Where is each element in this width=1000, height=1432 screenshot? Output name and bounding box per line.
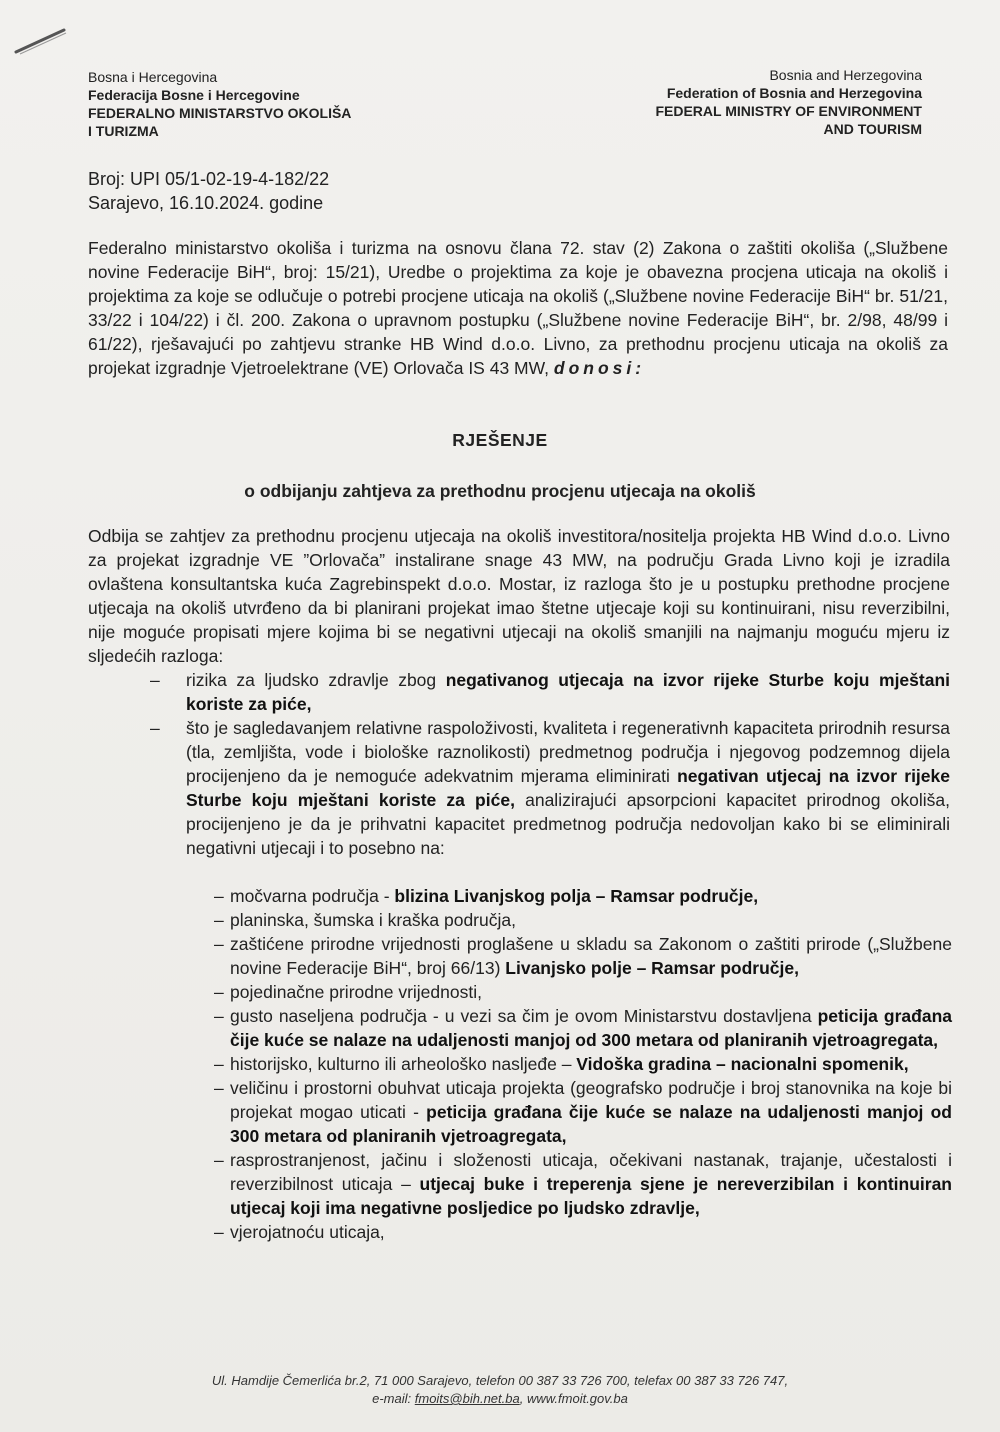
list-dash: –: [150, 670, 160, 690]
sub-reasons-list: [214, 884, 952, 1244]
sub-reason-bold-text: utjecaj buke i treperenja sjene je nereverzibilan i kontinuiran utjecaj koji ima negativne posljedice po ljudsko zdravlje,: [230, 1174, 952, 1218]
sub-reason-item: [214, 1220, 952, 1244]
sub-reason-item: [214, 932, 952, 980]
reason-bold-text: negativanog utjecaja na izvor rijeke Sturbe koju mještani koriste za piće,: [186, 670, 951, 714]
footer-website[interactable]: , www.fmoit.gov.ba: [519, 1391, 628, 1406]
sub-reason-item: [214, 884, 952, 908]
header-left-ministry-line2: I TURIZMA: [88, 123, 159, 139]
sub-reason-item: [214, 908, 952, 932]
decision-body: Odbija se zahtjev za prethodnu procjenu utjecaja na okoliš investitora/nositelja projekta HB Wind d.o.o. Livno za projekat izgradnje VE ”Orlovača” instalirane snage 43 MW, na području Grada Livno koji je izradila ovlaštena konsultantska kuća Zagrebinspekt d.o.o. Mostar, iz razloga što je u postupku prethodne procjene utjecaja na okoliš utvrđeno da bi planirani projekat imao štetne utjecaje koji su kontinuirani, nisu reverzibilni, nije moguće propisati mjere kojima bi se negativni utjecaji na okoliš smanjili na najmanju moguću mjeru iz sljedećih razloga:: [88, 526, 950, 666]
sub-reason-item: [214, 1148, 952, 1220]
sub-reason-bold-text: blizina Livanjskog polja – Ramsar područje,: [394, 886, 759, 906]
list-dash: –: [214, 1006, 224, 1026]
header-right-ministry-line2: AND TOURISM: [823, 121, 922, 137]
list-dash: –: [214, 1222, 224, 1242]
sub-reason-item: [214, 1052, 952, 1076]
reason-bold-text: negativan utjecaj na izvor rijeke Sturbe koju mještani koriste za piće,: [186, 766, 950, 810]
reason-item: [150, 716, 950, 860]
reason-text: što je sagledavanjem relativne raspoloživosti, kvaliteta i regenerativnh kapaciteta prirodnih resursa (tla, zemljišta, vode i biološke raznolikosti) predmetnog područja i njegovog podzemnog dijela procijenjeno da je nemoguće adekvatnim mjerama eliminirati: [186, 718, 950, 786]
sub-reason-text: historijsko, kulturno ili arheološko nasljeđe –: [230, 1054, 577, 1074]
header-left-ministry-line1: FEDERALNO MINISTARSTVO OKOLIŠA: [88, 105, 352, 121]
footer: [0, 1372, 1000, 1408]
donosi-keyword: donosi:: [553, 358, 646, 378]
reference-block: [88, 167, 329, 215]
header-left-country: Bosna i Hercegovina: [88, 69, 218, 85]
intro-text: Federalno ministarstvo okoliša i turizma na osnovu člana 72. stav (2) Zakona o zaštiti okoliša („Službene novine Federacije BiH“, broj: 15/21), Uredbe o projektima za koje je obavezna procjena uticaja na okoliš i projektima za koje se odlučuje o potrebi procjene uticaja na okoliš („Službene novine Federacije BiH“ br. 51/21, 33/22 i 104/22) i čl. 200. Zakona o upravnom postupku („Službene novine Federacije BiH“, br. 2/98, 48/99 i 61/22), rješavajući po zahtjevu stranke HB Wind d.o.o. Livno, za prethodnu procjenu uticaja na okoliš za projekat izgradnje Vjetroelektrane (VE) Orlovača IS 43 MW,: [88, 238, 948, 378]
header-right-country: Bosnia and Herzegovina: [769, 67, 922, 83]
sub-reason-item: [214, 1076, 952, 1148]
sub-reason-text: zaštićene prirodne vrijednosti proglašene u skladu sa Zakonom o zaštiti prirode („Službene novine Federacije BiH“, broj 66/13): [230, 934, 952, 978]
reason-item: [150, 668, 950, 716]
reason-text: rizika za ljudsko zdravlje zbog: [186, 670, 446, 690]
sub-reason-text: veličinu i prostorni obuhvat uticaja projekta (geografsko područje i broj stanovnika na koje bi projekat mogao uticati -: [230, 1078, 952, 1122]
list-dash: –: [214, 1078, 224, 1098]
footer-email-label: e-mail:: [372, 1391, 415, 1406]
sub-reason-item: [214, 1004, 952, 1052]
decision-subtitle: o odbijanju zahtjeva za prethodnu procjenu utjecaja na okoliš: [244, 481, 756, 501]
sub-reason-item: [214, 980, 952, 1004]
list-dash: –: [214, 1150, 224, 1170]
sub-reason-text: rasprostranjenost, jačinu i složenosti uticaja, očekivani nastanak, trajanje, učestalosti i reverzibilnost uticaja –: [230, 1150, 952, 1194]
footer-address: Ul. Hamdije Čemerlića br.2, 71 000 Sarajevo, telefon 00 387 33 726 700, telefax 00 387 33 726 747,: [211, 1373, 789, 1388]
staple-mark: [12, 22, 72, 62]
footer-email-link[interactable]: fmoits@bih.net.ba: [414, 1391, 520, 1406]
sub-reason-bold-text: peticija građana čije kuće se nalaze na udaljenosti manjoj od 300 metara od planiranih vjetroagregata,: [230, 1006, 952, 1050]
intro-paragraph: [88, 236, 948, 380]
header-left: [88, 68, 351, 140]
sub-reason-text: pojedinačne prirodne vrijednosti,: [230, 982, 482, 1002]
list-dash: –: [214, 982, 224, 1002]
reference-number: Broj: UPI 05/1-02-19-4-182/22: [88, 169, 330, 189]
header-right-federation: Federation of Bosnia and Herzegovina: [666, 85, 922, 101]
sub-reason-text: vjerojatnoću uticaja,: [230, 1222, 385, 1242]
footer-contact: [0, 1390, 1000, 1408]
reason-text-after: analizirajući apsorpcioni kapacitet prirodnog okoliša, procijenjeno je da je prihvatni kapacitet predmetnog područja nedovoljan kako bi se eliminirali negativni utjecaji i to posebno na:: [186, 790, 950, 858]
sub-reason-bold-text: peticija građana čije kuće se nalaze na udaljenosti manjoj od 300 metara od planiranih vjetroagregata,: [230, 1102, 952, 1146]
sub-reason-text: gusto naseljena područja - u vezi sa čim je ovom Ministarstvu dostavljena: [230, 1006, 818, 1026]
sub-reason-bold-text: Livanjsko polje – Ramsar područje,: [505, 958, 799, 978]
list-dash: –: [150, 718, 160, 738]
sub-reason-bold-text: Vidoška gradina – nacionalni spomenik,: [576, 1054, 909, 1074]
header-right-ministry-line1: FEDERAL MINISTRY OF ENVIRONMENT: [655, 103, 922, 119]
list-dash: –: [214, 934, 224, 954]
header-right: [655, 66, 922, 138]
reasons-list: [150, 668, 950, 860]
sub-reason-text: planinska, šumska i kraška područja,: [230, 910, 516, 930]
header-left-federation: Federacija Bosne i Hercegovine: [88, 87, 300, 103]
list-dash: –: [214, 1054, 224, 1074]
sub-reason-text: močvarna područja -: [230, 886, 395, 906]
decision-title: RJEŠENJE: [452, 430, 548, 450]
list-dash: –: [214, 886, 224, 906]
place-date: Sarajevo, 16.10.2024. godine: [88, 193, 324, 213]
list-dash: –: [214, 910, 224, 930]
